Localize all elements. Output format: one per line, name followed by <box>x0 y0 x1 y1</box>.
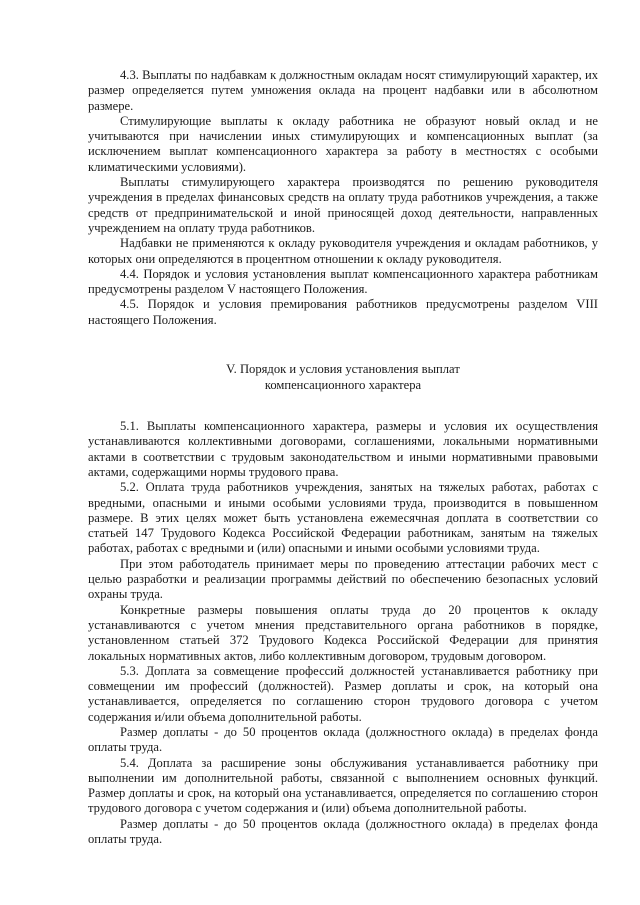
paragraph-5-2: 5.2. Оплата труда работников учреждения, занятых на тяжелых работах, работах с вредными, опасными и иными особыми условиями труда, производится в повышенном размере. В этих целях может быть установлена ежемесячная доплата в соответствии со статьей 147 Трудового Кодекса Российской Федерации работникам, занятым на тяжелых работах, работах с вредными и (или) опасными и иными особыми условиями труда. <box>88 480 598 556</box>
section-heading <box>88 362 598 393</box>
section-heading-line-1: V. Порядок и условия установления выплат <box>226 362 460 377</box>
paragraph-attestation: При этом работодатель принимает меры по проведению аттестации рабочих мест с целью разработки и реализации программы действий по обеспечению безопасных условий охраны труда. <box>88 556 598 602</box>
document-page <box>88 68 598 847</box>
paragraph-stimulating-payments: Стимулирующие выплаты к окладу работника не образуют новый оклад и не учитываются при начислении иных стимулирующих и компенсационных выплат (за исключением выплат компенсационного характера за работу в местностях с особыми климатическими условиями). <box>88 113 598 174</box>
paragraph-5-4: 5.4. Доплата за расширение зоны обслуживания устанавливается работнику при выполнении им дополнительной работы, связанной с выполнением основных функций. Размер доплаты и срок, на который она устанавливается, определяется по соглашению сторон трудового договора с учетом содержания и (или) объема дополнительной работы. <box>88 755 598 816</box>
paragraph-4-5: 4.5. Порядок и условия премирования работников предусмотрены разделом VIII настоящего Положения. <box>88 297 598 327</box>
paragraph-4-3: 4.3. Выплаты по надбавкам к должностным окладам носят стимулирующий характер, их размер определяется путем умножения оклада на процент надбавки или в абсолютном размере. <box>88 68 598 113</box>
paragraph-stimulating-source: Выплаты стимулирующего характера производятся по решению руководителя учреждения в пределах финансовых средств на оплату труда работников учреждения, а также средств от предпринимательской и иной приносящей доход деятельности, направленных учреждением на оплату труда работников. <box>88 175 598 235</box>
paragraph-surcharge-size-2: Размер доплаты - до 50 процентов оклада (должностного оклада) в пределах фонда оплаты труда. <box>88 816 598 847</box>
paragraph-specific-amounts: Конкретные размеры повышения оплаты труда до 20 процентов к окладу устанавливаются с учетом мнения представительного органа работников в порядке, установленном статьей 372 Трудового Кодекса Российской Федерации для принятия локальных нормативных актов, либо коллективным договором, трудовым договором. <box>88 602 598 663</box>
section-heading-line-2: компенсационного характера <box>264 377 422 392</box>
paragraph-5-1: 5.1. Выплаты компенсационного характера, размеры и условия их осуществления устанавливаются коллективными договорами, соглашениями, локальными нормативными актами в соответствии с трудовым законодательством и иными нормативными правовыми актами, содержащими нормы трудового права. <box>88 419 598 479</box>
paragraph-5-3: 5.3. Доплата за совмещение профессий должностей устанавливается работнику при совмещении им профессий (должностей). Размер доплаты и срок, на который она устанавливается, определяется по соглашению сторон трудового договора с учетом содержания и/или объема дополнительной работы. <box>88 663 598 724</box>
paragraph-allowances: Надбавки не применяются к окладу руководителя учреждения и окладам работников, у которых они определяются в процентном отношении к окладу руководителя. <box>88 236 598 266</box>
paragraph-4-4: 4.4. Порядок и условия установления выплат компенсационного характера работникам предусмотрены разделом V настоящего Положения. <box>88 266 598 297</box>
paragraph-surcharge-size-1: Размер доплаты - до 50 процентов оклада (должностного оклада) в пределах фонда оплаты труда. <box>88 724 598 755</box>
